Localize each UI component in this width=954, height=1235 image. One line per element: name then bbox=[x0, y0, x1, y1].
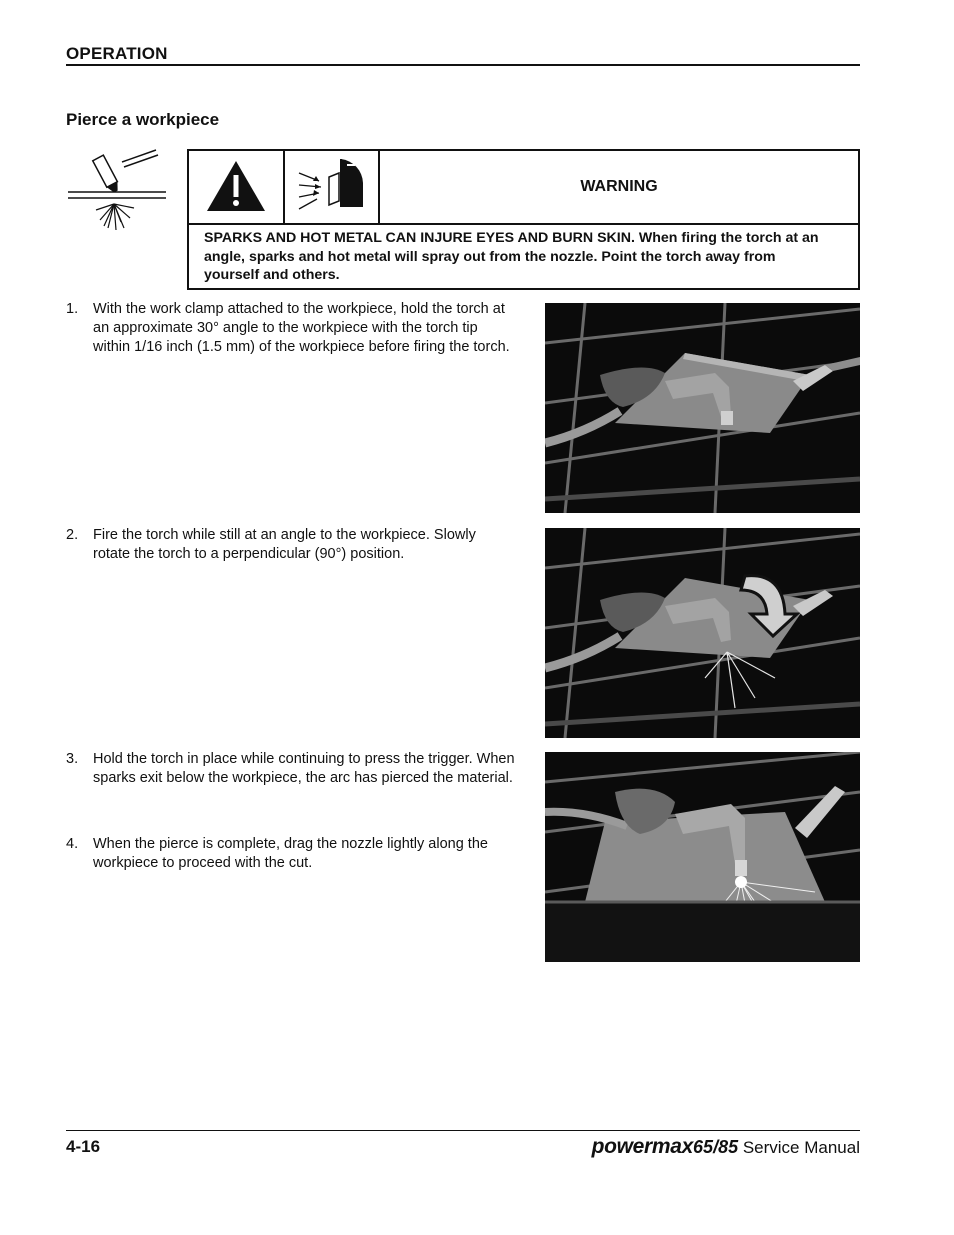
step-item bbox=[66, 300, 516, 380]
footer-title bbox=[592, 1135, 860, 1159]
step-item bbox=[66, 750, 516, 810]
page-title: Pierce a workpiece bbox=[66, 110, 220, 129]
brand-logo: powermax bbox=[591, 1135, 694, 1158]
photo-torch-piercing bbox=[545, 752, 860, 962]
step-number: 2. bbox=[66, 527, 79, 543]
footer-rule bbox=[66, 1130, 860, 1131]
step-number: 1. bbox=[66, 301, 79, 317]
step-item bbox=[66, 526, 516, 566]
page-number: 4-16 bbox=[66, 1137, 101, 1156]
brand-model: 65/85 bbox=[693, 1137, 739, 1157]
manual-label: Service Manual bbox=[742, 1138, 860, 1157]
step-text: When the pierce is complete, drag the nozzle lightly along the workpiece to proceed with the cut. bbox=[93, 836, 488, 871]
warning-box bbox=[187, 149, 860, 290]
torch-sparks-icon bbox=[66, 148, 170, 232]
photo-torch-at-angle bbox=[545, 303, 860, 513]
photo-torch-rotating bbox=[545, 528, 860, 738]
step-number: 3. bbox=[66, 751, 79, 767]
warning-triangle-icon bbox=[189, 151, 285, 223]
face-shield-icon bbox=[285, 151, 380, 223]
section-header: OPERATION bbox=[66, 44, 168, 63]
header-rule bbox=[66, 64, 860, 66]
warning-header-row bbox=[189, 151, 858, 225]
warning-text: SPARKS AND HOT METAL CAN INJURE EYES AND BURN SKIN. When firing the torch at an angle, sparks and hot metal will spray out from the nozzle. Point the torch away from yourself and others. bbox=[204, 230, 819, 284]
warning-title: WARNING bbox=[580, 178, 658, 195]
step-text: Fire the torch while still at an angle to the workpiece. Slowly rotate the torch to a perpendicular (90°) position. bbox=[93, 527, 476, 562]
step-text: Hold the torch in place while continuing to press the trigger. When sparks exit below the workpiece, the arc has pierced the material. bbox=[93, 751, 515, 786]
step-number: 4. bbox=[66, 836, 79, 852]
step-text: With the work clamp attached to the workpiece, hold the torch at an approximate 30° angle to the workpiece with the torch tip within 1/16 inch (1.5 mm) of the workpiece before firing the torch. bbox=[93, 301, 510, 355]
step-item bbox=[66, 835, 516, 875]
